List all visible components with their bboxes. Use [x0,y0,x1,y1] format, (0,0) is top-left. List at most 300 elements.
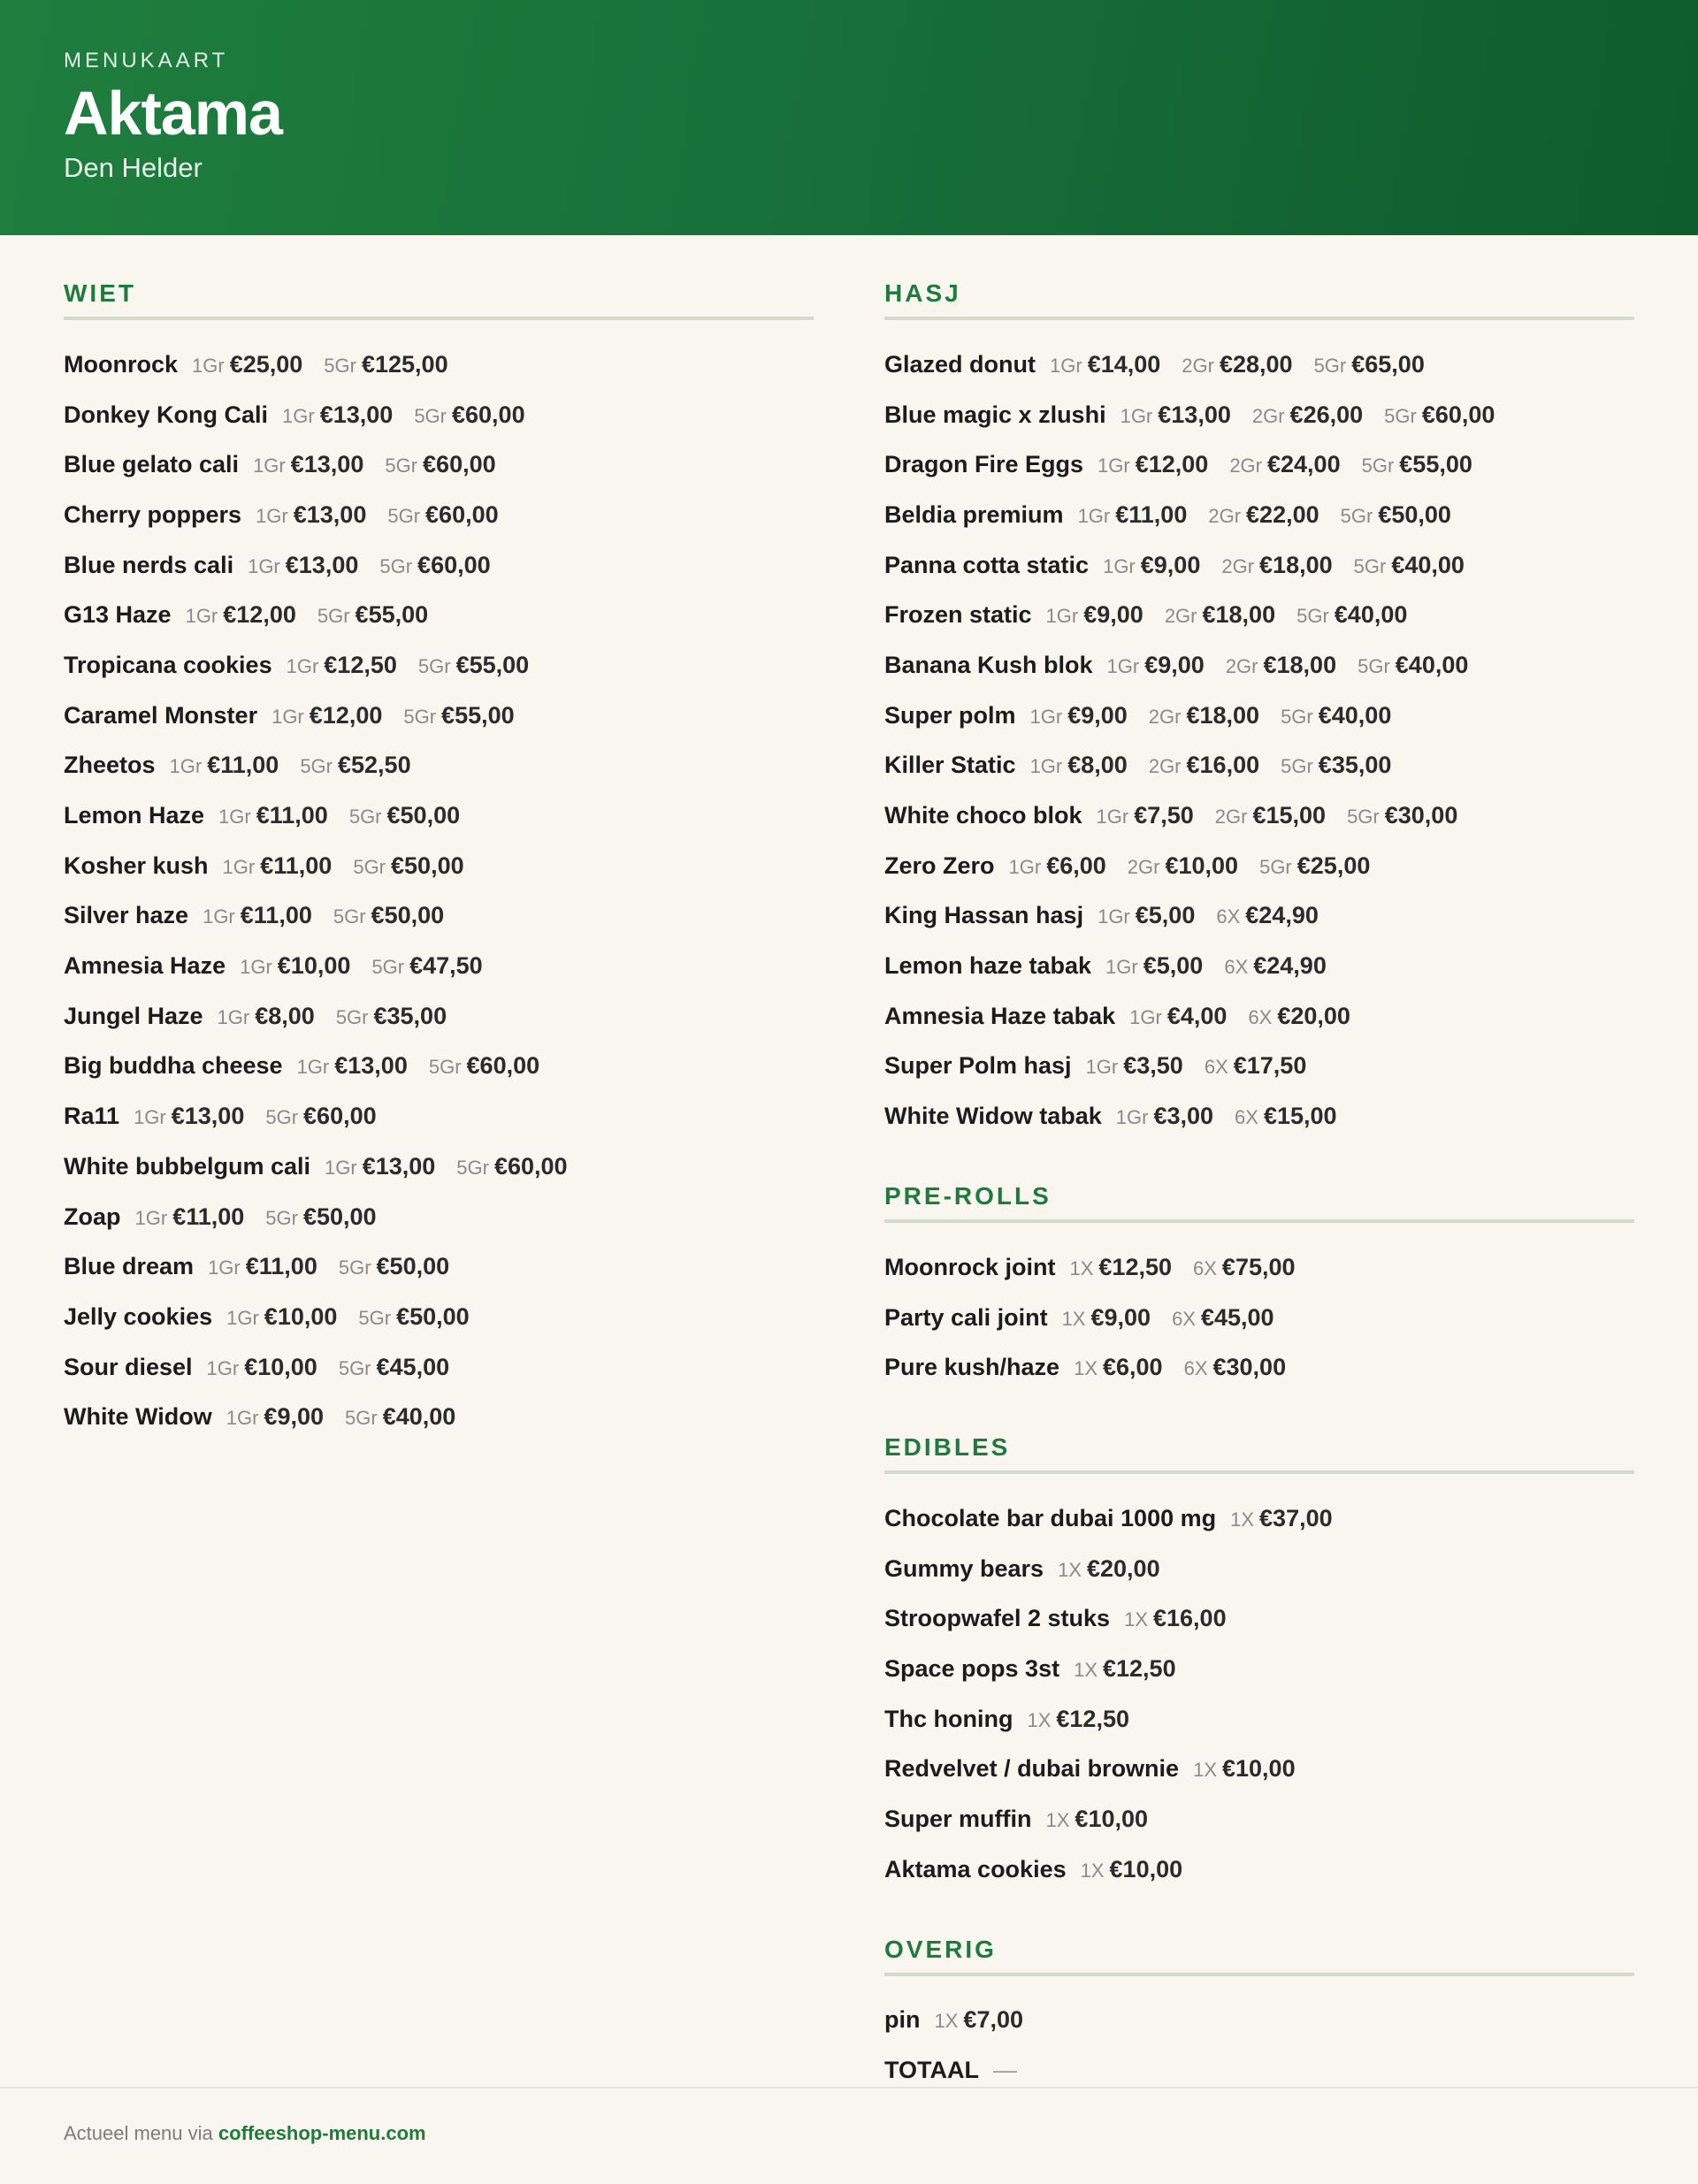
price-value: €11,00 [256,802,328,829]
price-unit: 6X [1224,956,1249,979]
price-unit: 1X [1230,1508,1255,1531]
menu-item [884,941,1634,991]
price-unit: 2Gr [1182,354,1214,377]
item-price [1296,601,1407,629]
price-value: €50,00 [371,902,445,929]
menu-item [64,941,814,991]
item-price [345,1403,455,1431]
price-value: €17,50 [1233,1052,1307,1080]
price-unit: 1Gr [1008,855,1042,878]
item-price [349,802,460,829]
section-title: PRE-ROLLS [884,1182,1634,1223]
item-price [287,652,397,679]
price-unit: 5Gr [428,1056,462,1079]
item-price [1362,451,1472,478]
item-price [1097,802,1194,829]
price-unit: 1X [1074,1658,1098,1681]
price-unit: 2Gr [1127,855,1160,878]
item-name: Stroopwafel 2 stuks [884,1605,1111,1632]
price-unit: 1Gr [1045,605,1079,628]
price-value: €24,90 [1245,902,1319,929]
price-unit: 1X [1074,1357,1098,1380]
menu-item [884,1242,1634,1293]
footer-text [64,2122,426,2145]
section-title: OVERIG [884,1936,1634,1976]
price-value: €25,00 [229,350,303,378]
price-value: €18,00 [1259,551,1333,578]
item-price [218,1003,315,1030]
price-value: €13,00 [334,1052,408,1080]
menu-item [884,340,1634,390]
menu-item [64,1142,814,1192]
menu-item [64,1192,814,1242]
item-price [1046,1806,1149,1833]
section-title: WIET [64,279,814,320]
item-name: Jelly cookies [64,1302,213,1330]
price-value: €52,50 [338,752,411,779]
item-price [207,1354,317,1381]
item-name: Jungel Haze [64,1002,203,1029]
price-unit: 1Gr [296,1056,330,1079]
price-unit: 6X [1172,1307,1196,1330]
item-name: Aktama cookies [884,1855,1067,1882]
price-value: €3,50 [1123,1052,1183,1080]
footer-label: Actueel menu via [64,2122,213,2144]
item-price [1193,1254,1296,1281]
item-price [1226,652,1336,679]
price-unit: 5Gr [1259,855,1292,878]
price-value: €24,00 [1267,451,1341,478]
item-price [1098,451,1208,478]
item-price [1103,552,1200,579]
item-price [1341,501,1451,529]
price-value: €50,00 [302,1203,377,1230]
price-value: €18,00 [1263,651,1337,678]
price-unit: 5Gr [333,905,366,928]
menu-item [884,1694,1634,1745]
item-name: Zheetos [64,752,156,779]
price-value: €55,00 [355,601,429,629]
item-name: Amnesia Haze tabak [884,1002,1116,1029]
item-price [429,1052,539,1080]
price-value: €35,00 [373,1002,447,1029]
item-price [1235,1103,1337,1130]
item-price [1215,802,1326,829]
item-name: Super Polm hasj [884,1052,1072,1080]
item-price [1248,1003,1350,1030]
price-unit: 5Gr [345,1407,378,1430]
price-value: €12,00 [1135,451,1209,478]
price-unit: 5Gr [1313,354,1347,377]
item-price [1027,1706,1129,1733]
price-unit: 1Gr [256,504,288,527]
price-value: €37,00 [1259,1504,1333,1531]
menu-item [64,991,814,1042]
item-price [1069,1254,1172,1281]
item-name: Blue nerds cali [64,551,234,578]
item-price [1224,952,1327,980]
price-unit: 5Gr [317,605,350,628]
item-price [223,852,333,880]
price-unit: 1Gr [1077,504,1111,527]
price-value: €14,00 [1087,350,1161,378]
item-price [1129,1003,1227,1030]
item-name: Killer Static [884,752,1016,779]
item-price [192,351,302,378]
price-value: €65,00 [1351,350,1425,378]
price-value: €13,00 [1158,401,1231,428]
item-name: Thc honing [884,1705,1013,1732]
price-value: €11,00 [1115,500,1188,528]
price-unit: 2Gr [1229,454,1262,477]
item-name: Blue dream [64,1253,195,1280]
price-value: €7,50 [1134,802,1194,829]
item-name: Sour diesel [64,1353,193,1380]
price-value: €35,00 [1318,752,1392,779]
item-price [1074,1655,1176,1683]
price-unit: 5Gr [1384,404,1417,427]
price-unit: 1Gr [1098,454,1130,477]
price-unit: 1Gr [192,354,225,377]
price-unit: 1Gr [240,956,272,979]
item-name: Space pops 3st [884,1654,1060,1682]
right-column [884,279,1634,2136]
menu-kicker: MENUKAART [64,49,229,73]
price-value: €40,00 [1334,601,1408,629]
item-price [1384,401,1495,429]
menu-item [884,991,1634,1042]
item-price [218,802,328,829]
price-value: €13,00 [319,401,394,428]
price-value: €9,00 [1090,1303,1151,1331]
item-name: Moonrock joint [884,1253,1056,1280]
price-value: €5,00 [1143,952,1204,980]
item-price [1050,351,1160,378]
item-price [248,552,358,579]
price-value: €12,00 [309,701,383,729]
item-price [1281,752,1391,779]
price-unit: 5Gr [414,404,447,427]
footer-link[interactable]: coffeeshop-menu.com [218,2122,426,2144]
price-unit: 2Gr [1164,605,1197,628]
menu-item [884,1593,1634,1644]
price-value: €11,00 [207,752,279,779]
item-price [935,2006,1024,2034]
price-unit: 1Gr [1029,755,1063,778]
price-value: €9,00 [1144,651,1205,678]
item-price [1074,1354,1163,1381]
price-unit: 5Gr [385,454,418,477]
menu-item [884,1091,1634,1142]
price-unit: 1Gr [1050,354,1082,377]
menu-item [64,439,814,490]
price-unit: 1X [1061,1307,1086,1330]
item-price [265,1203,376,1231]
price-unit: 1Gr [185,605,218,628]
price-unit: 2Gr [1214,806,1248,829]
item-price [282,401,393,429]
item-price [325,1153,435,1180]
item-price [1030,752,1128,779]
price-value: €16,00 [1186,752,1260,779]
price-value: €60,00 [1421,401,1495,428]
price-value: €60,00 [417,551,491,578]
price-value: €10,00 [1222,1755,1296,1783]
price-value: €50,00 [391,851,464,879]
price-value: €75,00 [1221,1253,1296,1280]
item-name: White Widow [64,1403,212,1431]
price-unit: 5Gr [1281,755,1313,778]
item-price [1124,1605,1227,1632]
menu-item [884,590,1634,640]
item-price [170,752,279,779]
price-value: €20,00 [1277,1002,1350,1029]
item-price [1216,902,1319,929]
section-pre-rolls [884,1182,1634,1393]
item-name: Blue magic x zlushi [884,401,1106,428]
item-name: Moonrock [64,350,179,378]
price-unit: 5Gr [335,1005,369,1028]
price-value: €8,00 [1067,752,1128,779]
price-value: €60,00 [452,401,525,428]
menu-item [64,790,814,841]
price-value: €45,00 [376,1353,450,1380]
menu-item [884,790,1634,841]
item-price [1358,652,1468,679]
item-name: Big buddha cheese [64,1052,283,1080]
item-price [265,1103,376,1130]
item-price [1208,501,1319,529]
menu-item [64,741,814,791]
price-value: €10,00 [264,1302,338,1330]
item-name: Party cali joint [884,1303,1048,1331]
price-value: €12,50 [1098,1253,1172,1280]
item-name: Amnesia Haze [64,952,226,980]
menu-item [884,741,1634,791]
section-edibles [884,1433,1634,1895]
price-value: €30,00 [1212,1354,1287,1381]
price-unit: 1Gr [218,806,251,829]
price-unit: 1X [1080,1859,1105,1882]
menu-item [884,1544,1634,1594]
item-price [203,902,312,929]
price-unit: 5Gr [265,1106,299,1129]
price-value: €50,00 [376,1253,450,1280]
item-price [1347,802,1457,829]
item-price [256,501,366,529]
price-value: €16,00 [1153,1605,1227,1632]
item-name: Blue gelato cali [64,451,240,478]
price-value: €50,00 [386,802,461,829]
item-name: Zero Zero [884,851,995,879]
menu-item [884,1042,1634,1092]
price-unit: 2Gr [1225,654,1258,677]
shop-location: Den Helder [64,152,203,183]
price-unit: 1X [1058,1558,1082,1581]
price-unit: 5Gr [353,855,386,878]
price-value: €40,00 [1318,701,1392,729]
item-price [353,852,463,880]
menu-item [884,1844,1634,1895]
price-value: €7,00 [963,2006,1023,2034]
item-price [1009,852,1106,880]
menu-item [884,1794,1634,1844]
price-unit: 2Gr [1148,705,1182,728]
price-unit: 1X [934,2010,959,2033]
item-name: Lemon Haze [64,802,205,829]
price-value: €40,00 [1395,651,1469,678]
price-value: €11,00 [172,1203,245,1230]
price-unit: 5Gr [379,554,413,577]
item-price [379,552,490,579]
price-unit: 1Gr [217,1005,250,1028]
price-unit: 1Gr [248,554,280,577]
price-unit: 5Gr [324,354,356,377]
item-price [1062,1304,1151,1332]
menu-item [884,891,1634,942]
menu-item [64,841,814,891]
price-value: €13,00 [293,500,367,528]
item-price [1078,501,1188,529]
price-value: €55,00 [455,651,530,678]
item-name: Super polm [884,701,1016,729]
price-unit: 1Gr [1103,554,1136,577]
price-value: €8,00 [255,1002,315,1029]
price-unit: 5Gr [348,806,382,829]
menu-item [884,691,1634,741]
price-unit: 1X [1069,1256,1094,1279]
left-column [64,279,814,1483]
menu-item [884,540,1634,591]
item-name: Chocolate bar dubai 1000 mg [884,1504,1217,1531]
price-value: €13,00 [285,551,359,578]
price-value: €47,50 [409,952,483,980]
total-dash: — [993,2057,1017,2084]
item-name: Lemon haze tabak [884,952,1092,980]
price-unit: 1Gr [1098,905,1130,928]
price-value: €125,00 [361,350,448,378]
item-price [1116,1103,1213,1130]
item-price [134,1103,244,1130]
price-unit: 2Gr [1251,404,1285,427]
price-value: €50,00 [1378,500,1451,528]
price-unit: 1X [1045,1809,1070,1832]
price-unit: 6X [1183,1357,1208,1380]
price-unit: 5Gr [387,504,421,527]
price-value: €13,00 [362,1152,436,1180]
price-value: €60,00 [303,1103,377,1130]
menu-item [64,1342,814,1393]
menu-item [64,640,814,691]
price-unit: 1Gr [1085,1056,1119,1079]
item-price [1259,852,1370,880]
price-unit: 1Gr [1096,806,1129,829]
price-unit: 6X [1193,1256,1217,1279]
menu-item [64,590,814,640]
price-unit: 1Gr [1106,654,1140,677]
item-price [1172,1304,1274,1332]
menu-item [884,1493,1634,1544]
price-value: €12,50 [1056,1705,1129,1732]
price-value: €12,00 [223,601,296,629]
menu-item [64,1091,814,1142]
footer [0,2087,1698,2184]
item-name: White choco blok [884,802,1082,829]
price-value: €12,50 [324,651,397,678]
menu-item [884,390,1634,440]
item-price [240,952,350,980]
item-name: G13 Haze [64,601,172,629]
item-name: Zoap [64,1203,121,1230]
item-price [1081,1856,1183,1883]
price-unit: 1Gr [222,855,256,878]
price-unit: 1Gr [134,1106,166,1129]
menu-item [884,1996,1634,2046]
item-price [456,1153,567,1180]
menu-item [64,1241,814,1292]
item-name: Panna cotta static [884,551,1090,578]
price-value: €9,00 [1140,551,1201,578]
menu-item [884,1745,1634,1795]
menu-item [64,340,814,390]
item-price [1098,902,1195,929]
item-price [1105,952,1203,980]
price-value: €20,00 [1087,1554,1160,1582]
price-value: €60,00 [425,500,499,528]
item-name: Frozen static [884,601,1032,629]
price-value: €18,00 [1186,701,1260,729]
menu-item [884,490,1634,540]
item-price [297,1052,408,1080]
item-price [371,952,482,980]
item-price [403,702,514,729]
price-value: €55,00 [441,701,515,729]
price-value: €22,00 [1246,500,1319,528]
item-price [385,451,495,478]
price-unit: 5Gr [358,1306,392,1329]
price-value: €13,00 [290,451,364,478]
price-value: €15,00 [1263,1103,1337,1130]
price-unit: 5Gr [265,1206,298,1229]
menu-item [64,540,814,591]
item-name: Redvelvet / dubai brownie [884,1755,1180,1783]
item-name: White bubbelgum cali [64,1152,311,1180]
item-price [1229,451,1340,478]
price-unit: 1X [1193,1759,1217,1782]
item-name: Gummy bears [884,1554,1044,1582]
price-unit: 2Gr [1148,755,1182,778]
price-value: €9,00 [1067,701,1128,729]
item-price [1107,652,1205,679]
item-name: Beldia premium [884,500,1064,528]
price-unit: 5Gr [1361,454,1395,477]
item-price [1205,1052,1307,1080]
item-price [1230,1505,1333,1532]
item-price [1121,401,1231,429]
price-unit: 1Gr [226,1306,259,1329]
price-unit: 1Gr [208,1256,241,1279]
price-value: €18,00 [1202,601,1276,629]
item-price [339,1354,449,1381]
item-name: TOTAAL [884,2057,979,2084]
item-price [1182,351,1292,378]
price-value: €10,00 [1109,1855,1183,1882]
price-unit: 1Gr [1029,705,1063,728]
price-value: €9,00 [1083,601,1143,629]
price-value: €40,00 [382,1403,456,1431]
price-value: €11,00 [260,851,333,879]
price-unit: 5Gr [1281,705,1313,728]
